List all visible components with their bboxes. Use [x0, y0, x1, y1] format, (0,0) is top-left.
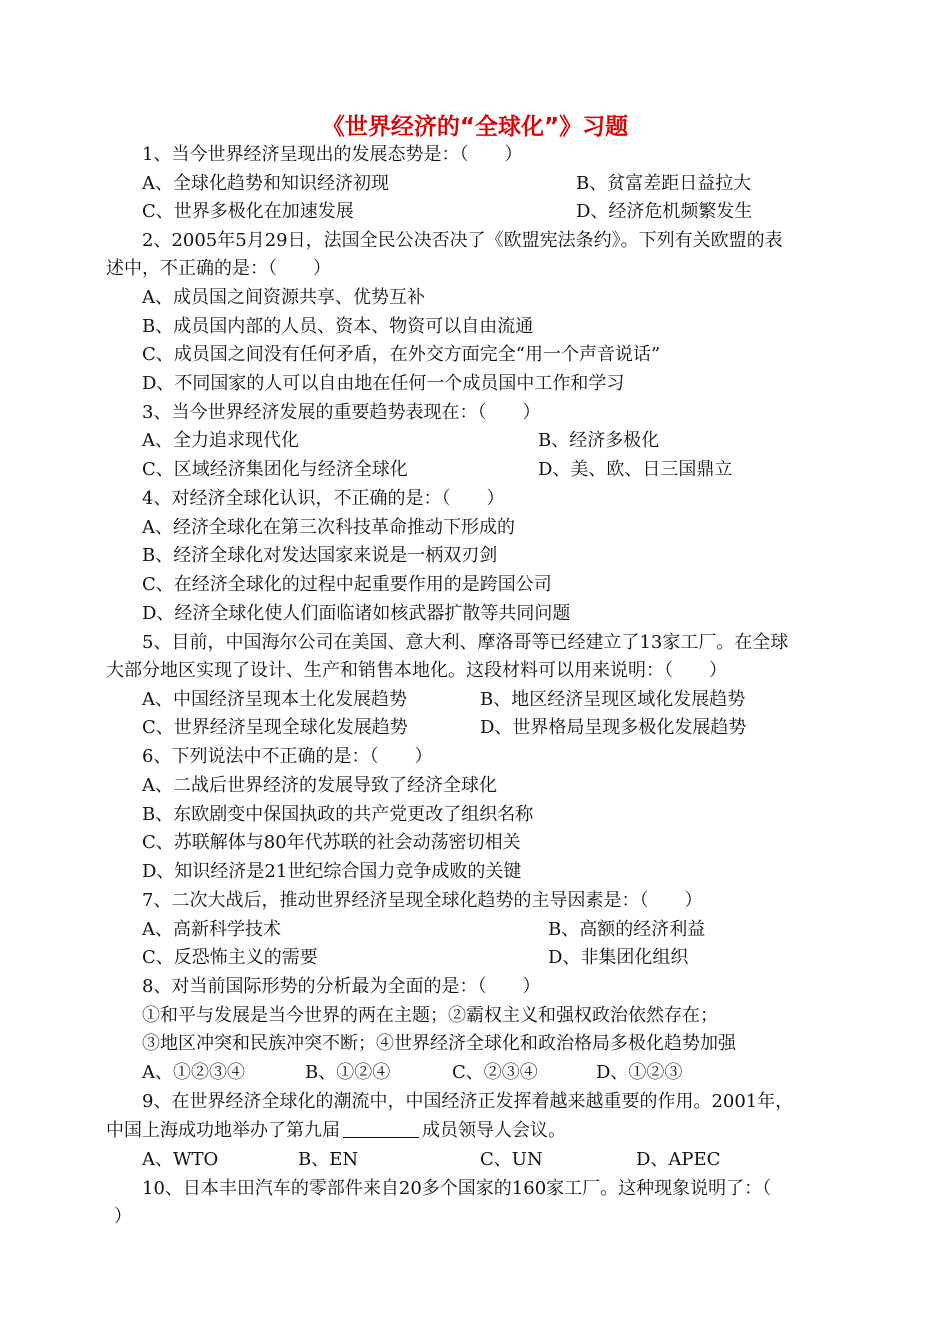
question-5-option-d: D、世界格局呈现多极化发展趋势	[480, 717, 747, 738]
question-4-option-c: C、在经济全球化的过程中起重要作用的是跨国公司	[142, 574, 552, 595]
question-10-stem-line1: 10、日本丰田汽车的零部件来自20多个国家的160家工厂。这种现象说明了：（	[142, 1178, 772, 1199]
page-title: 《世界经济的“全球化”》习题	[321, 114, 629, 140]
question-7-option-a: A、高新科学技术	[142, 919, 281, 940]
question-5-stem-line1: 5、目前，中国海尔公司在美国、意大利、摩洛哥等已经建立了13家工厂。在全球	[142, 632, 789, 653]
question-8-option-c: C、②③④	[452, 1062, 538, 1083]
question-5-option-b: B、地区经济呈现区域化发展趋势	[480, 689, 746, 710]
question-5-option-c: C、世界经济呈现全球化发展趋势	[142, 717, 408, 738]
question-10-stem-line2: ）	[114, 1206, 132, 1227]
question-4-option-d: D、经济全球化使人们面临诸如核武器扩散等共同问题	[142, 603, 571, 624]
question-4-stem: 4、对经济全球化认识，不正确的是：（ ）	[142, 488, 505, 509]
question-9-option-a: A、WTO	[142, 1149, 219, 1170]
question-8-option-b: B、①②④	[305, 1062, 391, 1083]
question-3-stem: 3、当今世界经济发展的重要趋势表现在：（ ）	[142, 402, 541, 423]
question-2-stem-line1: 2、2005年5月29日，法国全民公决否决了《欧盟宪法条约》。下列有关欧盟的表	[142, 230, 783, 251]
question-6-option-c: C、苏联解体与80年代苏联的社会动荡密切相关	[142, 832, 521, 853]
question-3-option-d: D、美、欧、日三国鼎立	[538, 459, 733, 480]
question-3-option-c: C、区域经济集团化与经济全球化	[142, 459, 408, 480]
question-7-stem: 7、二次大战后，推动世界经济呈现全球化趋势的主导因素是：（ ）	[142, 890, 703, 911]
question-5-stem-line2: 大部分地区实现了设计、生产和销售本地化。这段材料可以用来说明：（ ）	[106, 660, 727, 681]
question-1-option-d: D、经济危机频繁发生	[576, 201, 753, 222]
question-2-stem-line2: 述中，不正确的是：（ ）	[106, 258, 331, 279]
answer-blank	[343, 1119, 419, 1138]
question-9-option-d: D、APEC	[636, 1149, 721, 1170]
question-1-option-c: C、世界多极化在加速发展	[142, 201, 354, 222]
question-4-option-b: B、经济全球化对发达国家来说是一柄双刃剑	[142, 545, 498, 566]
question-2-option-d: D、不同国家的人可以自由地在任何一个成员国中工作和学习	[142, 373, 625, 394]
question-9-option-c: C、UN	[480, 1149, 543, 1170]
question-4-option-a: A、经济全球化在第三次科技革命推动下形成的	[142, 517, 515, 538]
question-7-option-b: B、高额的经济利益	[548, 919, 706, 940]
question-8-stem: 8、对当前国际形势的分析最为全面的是：（ ）	[142, 976, 541, 997]
question-7-option-c: C、反恐怖主义的需要	[142, 947, 318, 968]
question-8-option-a: A、①②③④	[142, 1062, 245, 1083]
question-9-option-b: B、EN	[298, 1149, 359, 1170]
question-8-option-d: D、①②③	[596, 1062, 683, 1083]
question-6-option-b: B、东欧剧变中保国执政的共产党更改了组织名称	[142, 804, 534, 825]
question-1-stem: 1、当今世界经济呈现出的发展态势是：（ ）	[142, 144, 523, 165]
question-7-option-d: D、非集团化组织	[548, 947, 689, 968]
question-9-stem-line1: 9、在世界经济全球化的潮流中，中国经济正发挥着越来越重要的作用。2001年，	[142, 1091, 794, 1112]
question-6-option-a: A、二战后世界经济的发展导致了经济全球化	[142, 775, 497, 796]
question-8-statement-line2: ③地区冲突和民族冲突不断；④世界经济全球化和政治格局多极化趋势加强	[142, 1033, 736, 1054]
question-3-option-b: B、经济多极化	[538, 430, 660, 451]
question-2-option-b: B、成员国内部的人员、资本、物资可以自由流通	[142, 316, 534, 337]
question-1-option-b: B、贫富差距日益拉大	[576, 173, 752, 194]
question-6-stem: 6、下列说法中不正确的是：（ ）	[142, 746, 433, 767]
question-8-statement-line1: ①和平与发展是当今世界的两在主题；②霸权主义和强权政治依然存在；	[142, 1005, 718, 1026]
question-9-stem-line2-part2: 成员领导人会议。	[422, 1120, 566, 1141]
question-3-option-a: A、全力追求现代化	[142, 430, 299, 451]
question-1-option-a: A、全球化趋势和知识经济初现	[142, 173, 389, 194]
question-5-option-a: A、中国经济呈现本土化发展趋势	[142, 689, 407, 710]
question-2-option-a: A、成员国之间资源共享、优势互补	[142, 287, 425, 308]
question-2-option-c: C、成员国之间没有任何矛盾，在外交方面完全“用一个声音说话”	[142, 344, 661, 365]
question-6-option-d: D、知识经济是21世纪综合国力竞争成败的关键	[142, 861, 522, 882]
question-9-stem-line2-part1: 中国上海成功地举办了第九届	[106, 1120, 340, 1141]
question-9-stem-line2	[106, 1117, 566, 1145]
